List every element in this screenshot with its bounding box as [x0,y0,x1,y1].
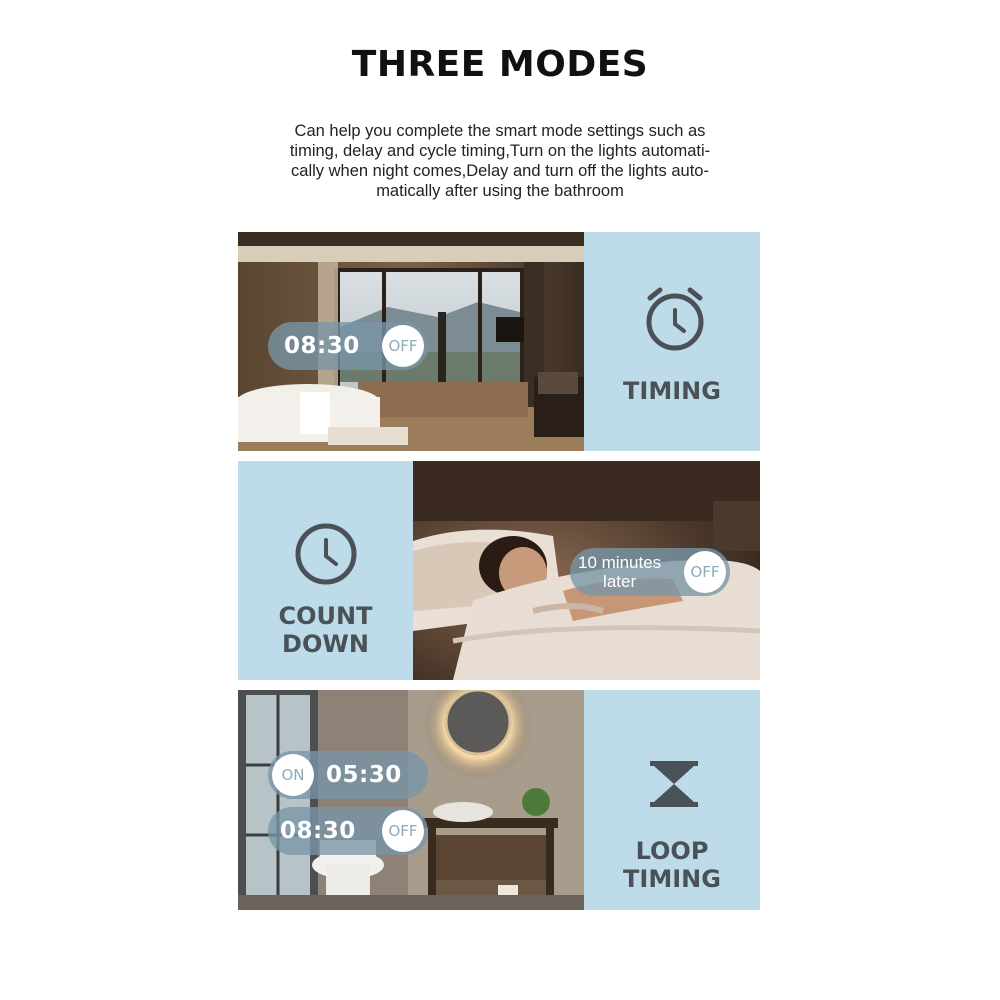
countdown-panel [238,461,413,680]
countdown-label [238,602,413,658]
description [240,121,760,201]
loop-timing-panel [584,690,760,910]
clock-icon [294,522,358,586]
loop-timing-label-line: TIMING [623,865,721,893]
description-line: cally when night comes,Delay and turn off the lights auto- [291,162,709,180]
description-line: matically after using the bathroom [376,182,624,200]
loop-on-pill [268,751,428,799]
timing-label: TIMING [623,377,721,405]
timing-pill [268,322,428,370]
loop-off-badge: OFF [382,810,424,852]
loop-off-time: 08:30 [280,818,356,844]
loop-timing-label [584,837,760,893]
description-line: timing, delay and cycle timing,Turn on the lights automati- [289,142,711,160]
countdown-off-badge: OFF [684,551,726,593]
loop-on-badge: ON [272,754,314,796]
countdown-pill [570,548,730,596]
timing-panel [584,232,760,451]
loop-timing-label-line: LOOP [635,837,709,865]
hourglass-icon [649,761,699,807]
loop-on-time: 05:30 [326,762,402,788]
countdown-label-line: COUNT [278,602,373,630]
page-title: THREE MODES [351,44,649,85]
description-line: Can help you complete the smart mode settings such as [294,122,706,140]
timing-time: 08:30 [284,333,360,359]
bathroom-mirror-scene-image [238,690,584,910]
bathroom-mirror-photo [238,690,584,910]
countdown-delay-line1: 10 minutes [578,553,662,572]
countdown-delay-text [578,553,661,591]
alarm-clock-icon [642,284,708,354]
loop-off-pill [268,807,428,855]
timing-off-badge: OFF [382,325,424,367]
countdown-label-line: DOWN [282,630,369,658]
countdown-delay-line2: later [603,572,637,591]
